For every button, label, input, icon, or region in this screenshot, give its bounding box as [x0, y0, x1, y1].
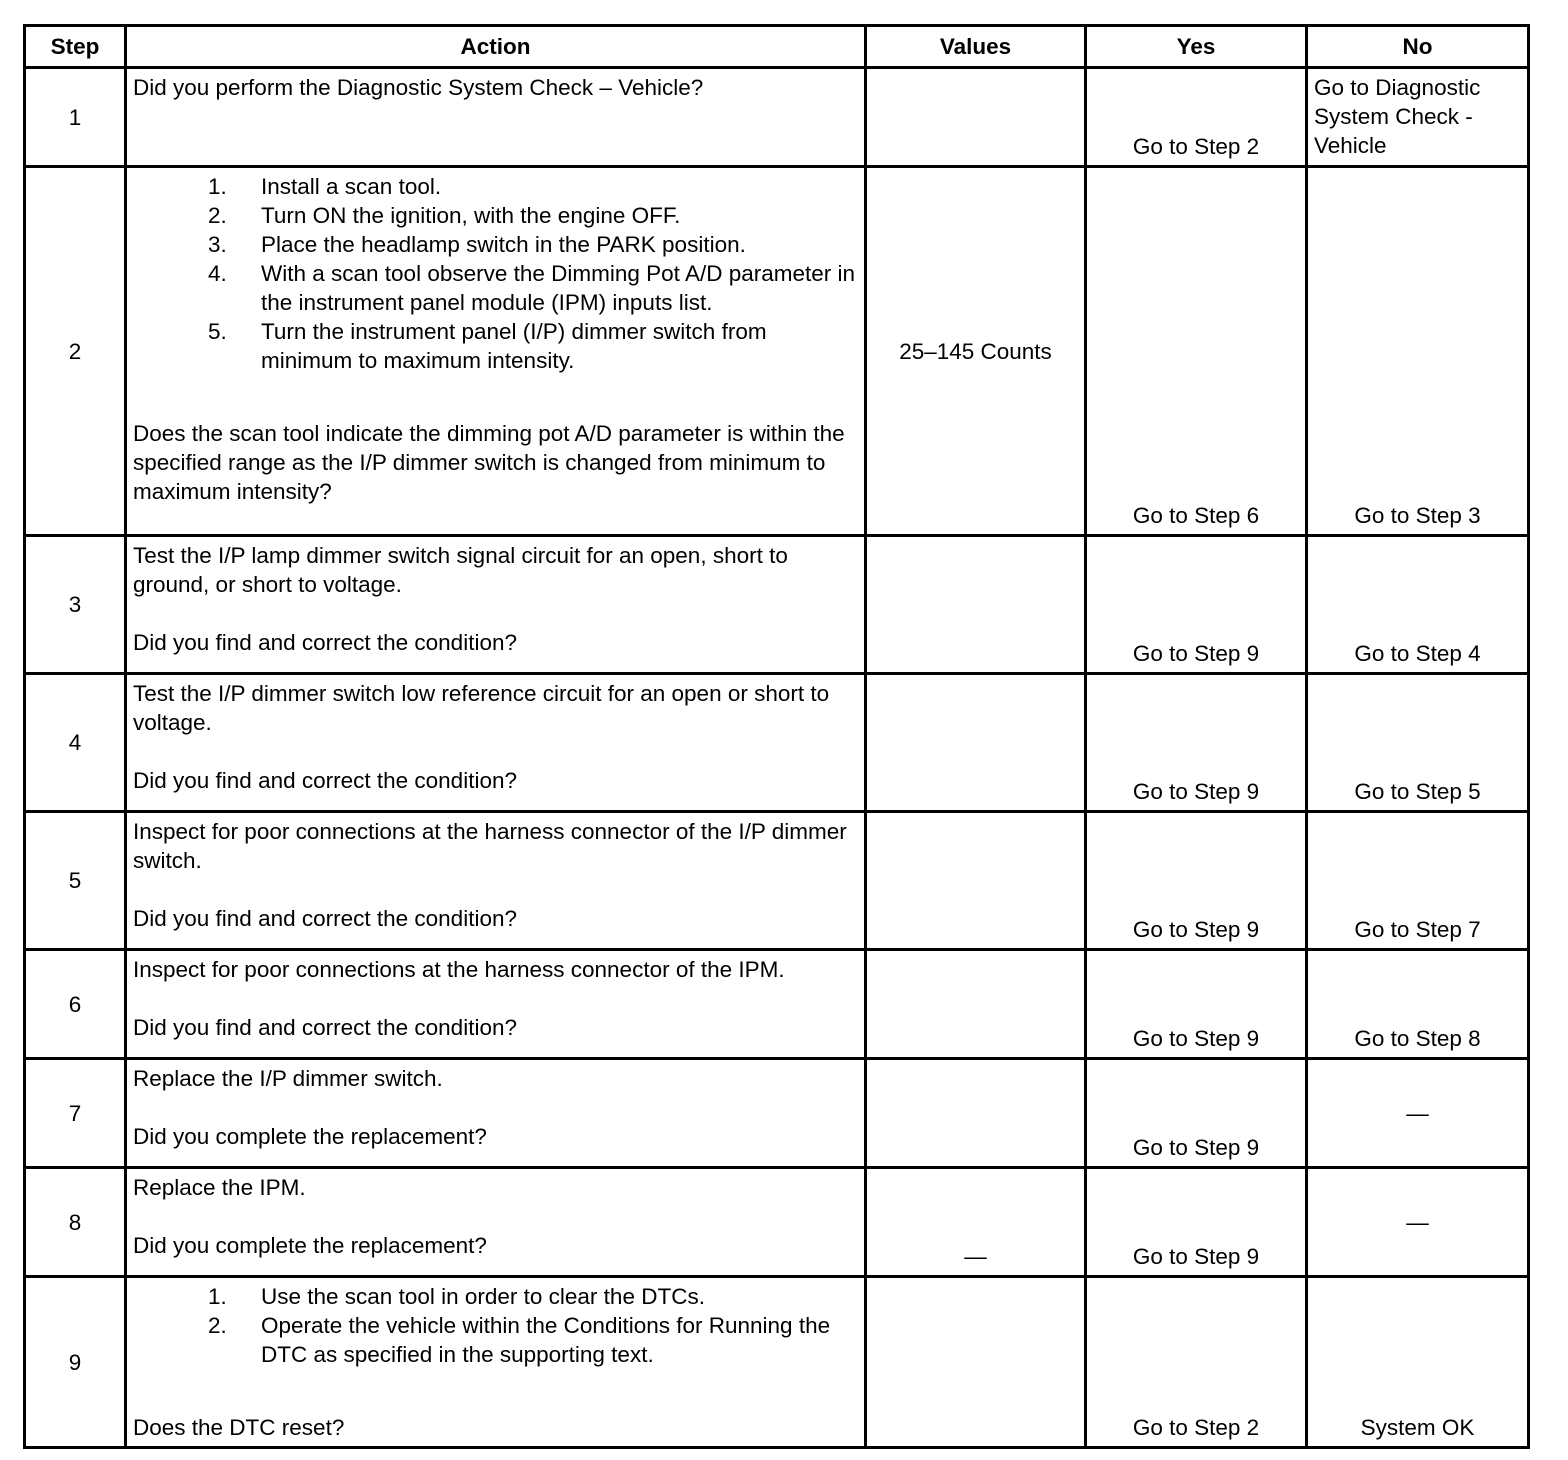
values-cell: 25–145 Counts [866, 167, 1086, 536]
action-steps-list [133, 1282, 858, 1369]
values-cell [866, 950, 1086, 1059]
action-question: Did you find and correct the condition? [133, 1015, 517, 1040]
step-number: 4 [25, 674, 126, 812]
table-row [25, 674, 1529, 812]
step-number: 5 [25, 812, 126, 950]
step-number: 6 [25, 950, 126, 1059]
no-cell: Go to Step 3 [1307, 167, 1529, 536]
action-cell [126, 1168, 866, 1277]
list-item: 1. Install a scan tool. [233, 172, 858, 201]
yes-cell: Go to Step 2 [1086, 1277, 1307, 1448]
table-row [25, 536, 1529, 674]
values-cell [866, 812, 1086, 950]
action-cell [126, 812, 866, 950]
step-number: 8 [25, 1168, 126, 1277]
no-cell: Go to Step 7 [1307, 812, 1529, 950]
action-cell [126, 1277, 866, 1448]
action-text: Test the I/P dimmer switch low reference circuit for an open or short to voltage. [133, 681, 830, 735]
yes-cell: Go to Step 9 [1086, 812, 1307, 950]
yes-cell: Go to Step 9 [1086, 1059, 1307, 1168]
step-number: 3 [25, 536, 126, 674]
table-row [25, 812, 1529, 950]
no-cell: — [1307, 1059, 1529, 1168]
table-row [25, 1059, 1529, 1168]
yes-cell: Go to Step 6 [1086, 167, 1307, 536]
values-cell: — [866, 1168, 1086, 1277]
header-values: Values [866, 26, 1086, 68]
values-cell [866, 1059, 1086, 1168]
action-question: Does the scan tool indicate the dimming pot A/D parameter is within the specified range as the I/P dimmer switch is changed from minimum to maximum intensity? [133, 421, 845, 504]
header-step: Step [25, 26, 126, 68]
step-number: 9 [25, 1277, 126, 1448]
yes-cell: Go to Step 2 [1086, 68, 1307, 167]
diagnostic-table [23, 24, 1530, 1449]
list-item: 2. Operate the vehicle within the Conditions for Running the DTC as specified in the supporting text. [233, 1311, 858, 1369]
action-cell [126, 536, 866, 674]
yes-cell: Go to Step 9 [1086, 536, 1307, 674]
header-yes: Yes [1086, 26, 1307, 68]
no-cell: Go to Step 5 [1307, 674, 1529, 812]
step-number: 1 [25, 68, 126, 167]
list-item: 1. Use the scan tool in order to clear the DTCs. [233, 1282, 858, 1311]
no-cell: — [1307, 1168, 1529, 1277]
action-text: Replace the I/P dimmer switch. [133, 1066, 443, 1091]
yes-cell: Go to Step 9 [1086, 674, 1307, 812]
action-question: Does the DTC reset? [133, 1415, 345, 1440]
action-text: Test the I/P lamp dimmer switch signal circuit for an open, short to ground, or short to voltage. [133, 543, 788, 597]
no-cell: Go to Step 8 [1307, 950, 1529, 1059]
values-cell [866, 68, 1086, 167]
action-text: Replace the IPM. [133, 1175, 306, 1200]
action-question: Did you perform the Diagnostic System Check – Vehicle? [133, 75, 704, 100]
list-item: 3. Place the headlamp switch in the PARK position. [233, 230, 858, 259]
action-cell [126, 68, 866, 167]
action-question: Did you find and correct the condition? [133, 630, 517, 655]
table-row [25, 1168, 1529, 1277]
action-question: Did you find and correct the condition? [133, 906, 517, 931]
values-cell [866, 674, 1086, 812]
values-cell [866, 536, 1086, 674]
action-cell [126, 167, 866, 536]
yes-cell: Go to Step 9 [1086, 1168, 1307, 1277]
yes-cell: Go to Step 9 [1086, 950, 1307, 1059]
table-row [25, 950, 1529, 1059]
action-cell [126, 674, 866, 812]
step-number: 7 [25, 1059, 126, 1168]
no-cell: System OK [1307, 1277, 1529, 1448]
header-row [25, 26, 1529, 68]
table-row [25, 1277, 1529, 1448]
action-steps-list [133, 172, 858, 375]
values-cell [866, 1277, 1086, 1448]
list-item: 2. Turn ON the ignition, with the engine OFF. [233, 201, 858, 230]
table-row [25, 167, 1529, 536]
action-question: Did you find and correct the condition? [133, 768, 517, 793]
action-text: Inspect for poor connections at the harness connector of the IPM. [133, 957, 785, 982]
header-no: No [1307, 26, 1529, 68]
header-action: Action [126, 26, 866, 68]
action-text: Inspect for poor connections at the harness connector of the I/P dimmer switch. [133, 819, 847, 873]
step-number: 2 [25, 167, 126, 536]
action-question: Did you complete the replacement? [133, 1124, 487, 1149]
no-cell: Go to Diagnostic System Check - Vehicle [1307, 68, 1529, 167]
list-item: 5. Turn the instrument panel (I/P) dimmer switch from minimum to maximum intensity. [233, 317, 858, 375]
table-row [25, 68, 1529, 167]
action-cell [126, 950, 866, 1059]
action-question: Did you complete the replacement? [133, 1233, 487, 1258]
action-cell [126, 1059, 866, 1168]
no-cell: Go to Step 4 [1307, 536, 1529, 674]
list-item: 4. With a scan tool observe the Dimming Pot A/D parameter in the instrument panel module (IPM) inputs list. [233, 259, 858, 317]
